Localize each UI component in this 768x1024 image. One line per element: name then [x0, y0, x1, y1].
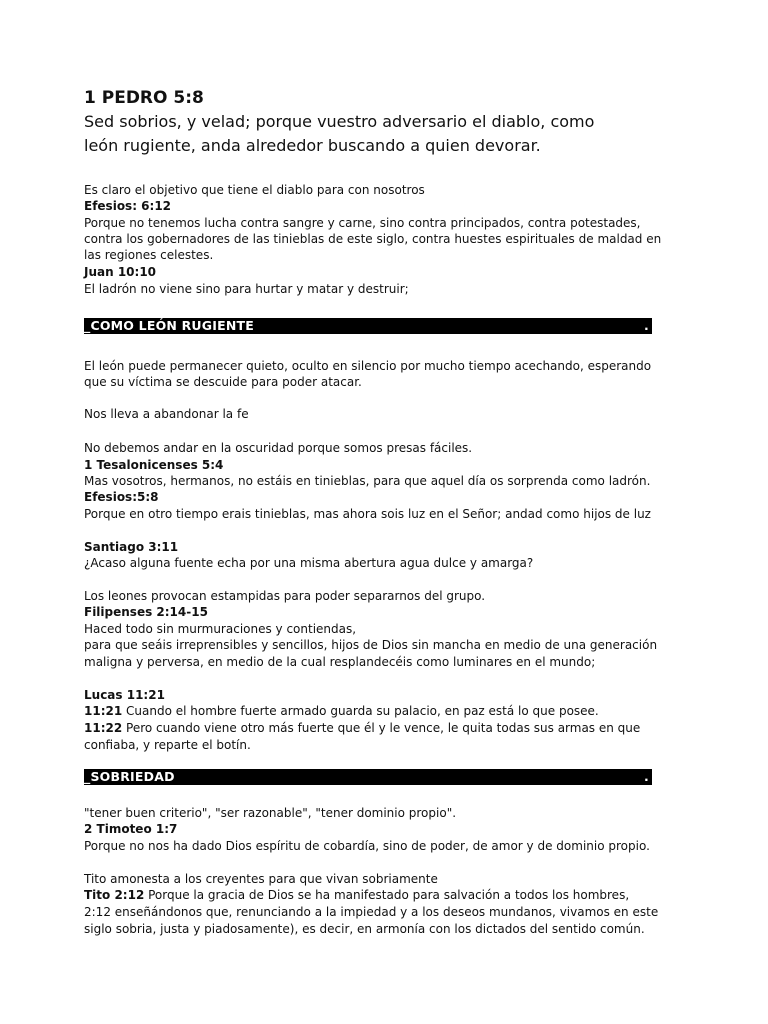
verse-number-11-21: 11:21	[84, 704, 123, 718]
text-lucas-11-21	[84, 703, 599, 719]
ref-efesios-6-12: Efesios: 6:12	[84, 199, 172, 213]
text-timoteo: Porque no nos ha dado Dios espíritu de cobardía, sino de poder, de amor y de dominio propio.	[84, 839, 650, 853]
leon-paragraph-3: No debemos andar en la oscuridad porque somos presas fáciles.	[84, 441, 473, 455]
text-efesios-line-2: contra los gobernadores de las tinieblas de este siglo, contra huestes espirituales de maldad en	[84, 232, 662, 246]
text-tesalonicenses: Mas vosotros, hermanos, no estáis en tinieblas, para que aquel día os sorprenda como ladrón.	[84, 474, 651, 488]
text-tito-line-3: siglo sobria, justa y piadosamente), es decir, en armonía con los dictados del sentido común.	[84, 922, 645, 936]
text-santiago: ¿Acaso alguna fuente echa por una misma abertura agua dulce y amarga?	[84, 556, 534, 570]
text-filipenses-line-3: maligna y perversa, en medio de la cual resplandecéis como luminares en el mundo;	[84, 655, 596, 669]
lead-verse-line-2: león rugiente, anda alrededor buscando a quien devorar.	[84, 136, 541, 155]
leon-paragraph-line-1: El león puede permanecer quieto, oculto en silencio por mucho tiempo acechando, esperando	[84, 359, 652, 373]
section-heading-leon-label: _COMO LEÓN RUGIENTE	[84, 318, 254, 333]
ref-lucas: Lucas 11:21	[84, 688, 165, 702]
leon-paragraph-line-2: que su víctima se descuide para poder atacar.	[84, 375, 362, 389]
section-heading-sobriedad	[84, 769, 652, 785]
leon-paragraph-2: Nos lleva a abandonar la fe	[84, 407, 249, 421]
section-heading-sobriedad-label: _SOBRIEDAD	[84, 769, 175, 784]
ref-efesios-5-8: Efesios:5:8	[84, 490, 159, 504]
ref-santiago: Santiago 3:11	[84, 540, 179, 554]
text-efesios-line-3: las regiones celestes.	[84, 248, 214, 262]
text-tito-line-2: 2:12 enseñándonos que, renunciando a la impiedad y a los deseos mundanos, vivamos en este	[84, 905, 659, 919]
text-efesios-line-1: Porque no tenemos lucha contra sangre y carne, sino contra principados, contra potestades,	[84, 216, 641, 230]
text-filipenses-line-1: Haced todo sin murmuraciones y contiendas,	[84, 622, 357, 636]
intro-line: Es claro el objetivo que tiene el diablo para con nosotros	[84, 183, 425, 197]
section-heading-sobriedad-end: .	[644, 769, 649, 784]
text-tito-line-1	[84, 887, 629, 903]
ref-tito: Tito 2:12	[84, 888, 145, 902]
verse-text-11-21: Cuando el hombre fuerte armado guarda su palacio, en paz está lo que posee.	[122, 704, 599, 718]
sobriedad-definition: "tener buen criterio", "ser razonable", "tener dominio propio".	[84, 806, 457, 820]
text-lucas-11-22-cont: confiaba, y reparte el botín.	[84, 738, 251, 752]
ref-filipenses: Filipenses 2:14-15	[84, 605, 208, 619]
ref-tesalonicenses: 1 Tesalonicenses 5:4	[84, 458, 224, 472]
text-tito-first: Porque la gracia de Dios se ha manifestado para salvación a todos los hombres,	[144, 888, 630, 902]
section-heading-leon	[84, 318, 652, 334]
page-title: 1 PEDRO 5:8	[84, 88, 204, 108]
text-efesios-5-8: Porque en otro tiempo erais tinieblas, mas ahora sois luz en el Señor; andad como hijos de luz	[84, 507, 651, 521]
ref-juan-10-10: Juan 10:10	[84, 265, 157, 279]
verse-number-11-22: 11:22	[84, 721, 123, 735]
section-heading-leon-end: .	[644, 318, 649, 333]
sobriedad-paragraph-2: Tito amonesta a los creyentes para que vivan sobriamente	[84, 872, 438, 886]
verse-text-11-22: Pero cuando viene otro más fuerte que él y le vence, le quita todas sus armas en que	[122, 721, 641, 735]
text-filipenses-line-2: para que seáis irreprensibles y sencillos, hijos de Dios sin mancha en medio de una generación	[84, 638, 658, 652]
lead-verse-line-1: Sed sobrios, y velad; porque vuestro adversario el diablo, como	[84, 112, 595, 131]
text-lucas-11-22	[84, 720, 640, 736]
text-juan: El ladrón no viene sino para hurtar y matar y destruir;	[84, 282, 409, 296]
ref-timoteo: 2 Timoteo 1:7	[84, 822, 178, 836]
leon-paragraph-4: Los leones provocan estampidas para poder separarnos del grupo.	[84, 589, 486, 603]
